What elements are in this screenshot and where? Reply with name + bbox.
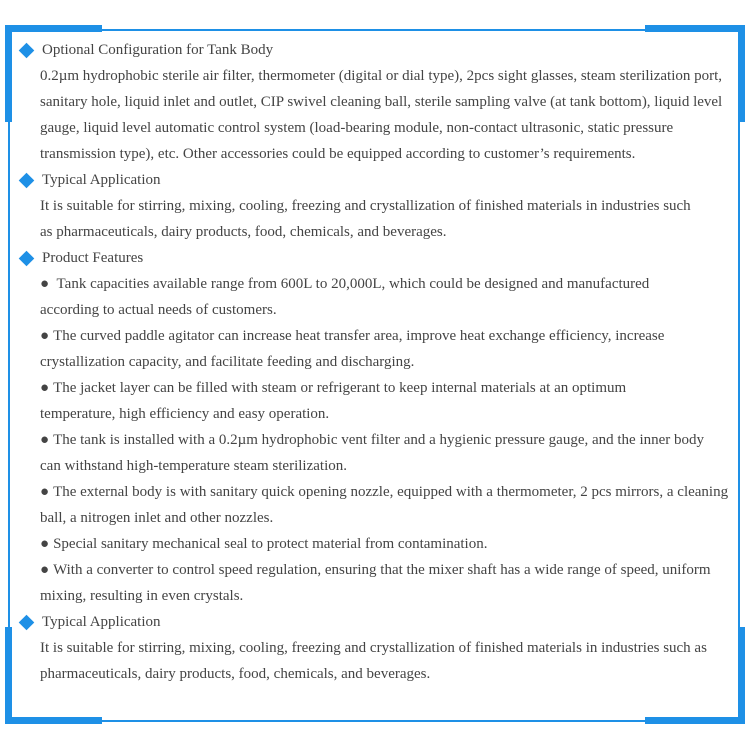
section-heading: [18, 37, 740, 63]
round-bullet-icon: ●: [40, 432, 50, 448]
section-typical-application-repeat: [18, 609, 740, 687]
feature-item-text: The jacket layer can be filled with steam or refrigerant to keep internal materials at an optimum temperature, high efficiency and easy operation.: [40, 380, 627, 422]
feature-item: [40, 427, 724, 479]
frame-corner-top-left: [5, 25, 102, 32]
section-paragraph: It is suitable for stirring, mixing, cooling, freezing and crystallization of finished materials in industries such as pharmaceuticals, dairy products, food, chemicals, and beverages.: [40, 640, 707, 682]
section-heading-text: Typical Application: [42, 172, 161, 188]
document-content: [18, 37, 740, 687]
diamond-bullet-icon: [19, 250, 35, 266]
feature-item: [40, 531, 720, 557]
round-bullet-icon: ●: [40, 536, 50, 552]
diamond-bullet-icon: [19, 42, 35, 58]
section-heading-text: Optional Configuration for Tank Body: [42, 42, 274, 58]
section-heading-text: Typical Application: [42, 614, 161, 630]
feature-item-text: Special sanitary mechanical seal to protect material from contamination.: [53, 536, 488, 552]
feature-item: [40, 375, 700, 427]
round-bullet-icon: ●: [40, 380, 50, 396]
round-bullet-icon: ●: [40, 276, 50, 292]
round-bullet-icon: ●: [40, 562, 50, 578]
feature-item-text: The curved paddle agitator can increase heat transfer area, improve heat exchange efficiency, increase crystallization capacity, and facilitate feeding and discharging.: [40, 328, 665, 370]
section-product-features: [18, 245, 740, 609]
section-paragraph: 0.2µm hydrophobic sterile air filter, thermometer (digital or dial type), 2pcs sight glasses, steam sterilization port, sanitary hole, liquid inlet and outlet, CIP swivel cleaning ball, sterile sampling valve (at tank bottom), liquid level gauge, liquid level automatic control system (load-bearing module, non-contact ultrasonic, static pressure transmission type), etc. Other accessories could be equipped according to customer’s requirements.: [40, 68, 723, 162]
feature-item: [40, 557, 720, 609]
feature-item-text: The tank is installed with a 0.2µm hydrophobic vent filter and a hygienic pressure gauge, and the inner body can withstand high-temperature steam sterilization.: [40, 432, 705, 474]
diamond-bullet-icon: [19, 172, 35, 188]
section-optional-configuration: [18, 37, 740, 167]
section-typical-application: [18, 167, 740, 245]
section-heading: [18, 245, 740, 271]
frame-corner-top-right: [645, 25, 745, 32]
section-heading: [18, 609, 740, 635]
feature-item: [40, 271, 700, 323]
round-bullet-icon: ●: [40, 484, 50, 500]
frame-corner-bottom-left-vertical: [5, 627, 12, 724]
diamond-bullet-icon: [19, 614, 35, 630]
frame-corner-top-left-vertical: [5, 25, 12, 122]
frame-corner-bottom-left: [5, 717, 102, 724]
feature-item-text: The external body is with sanitary quick opening nozzle, equipped with a thermometer, 2 pcs mirrors, a cleaning ball, a nitrogen inlet and other nozzles.: [40, 484, 729, 526]
section-heading-text: Product Features: [42, 250, 144, 266]
feature-item-text: Tank capacities available range from 600L to 20,000L, which could be designed and manufactured according to actual needs of customers.: [40, 276, 650, 318]
feature-item: [40, 479, 732, 531]
round-bullet-icon: ●: [40, 328, 50, 344]
feature-item: [40, 323, 720, 375]
section-heading: [18, 167, 740, 193]
feature-item-text: With a converter to control speed regulation, ensuring that the mixer shaft has a wide range of speed, uniform mixing, resulting in even crystals.: [40, 562, 711, 604]
section-paragraph: It is suitable for stirring, mixing, cooling, freezing and crystallization of finished materials in industries such as pharmaceuticals, dairy products, food, chemicals, and beverages.: [40, 198, 691, 240]
frame-corner-bottom-right: [645, 717, 745, 724]
